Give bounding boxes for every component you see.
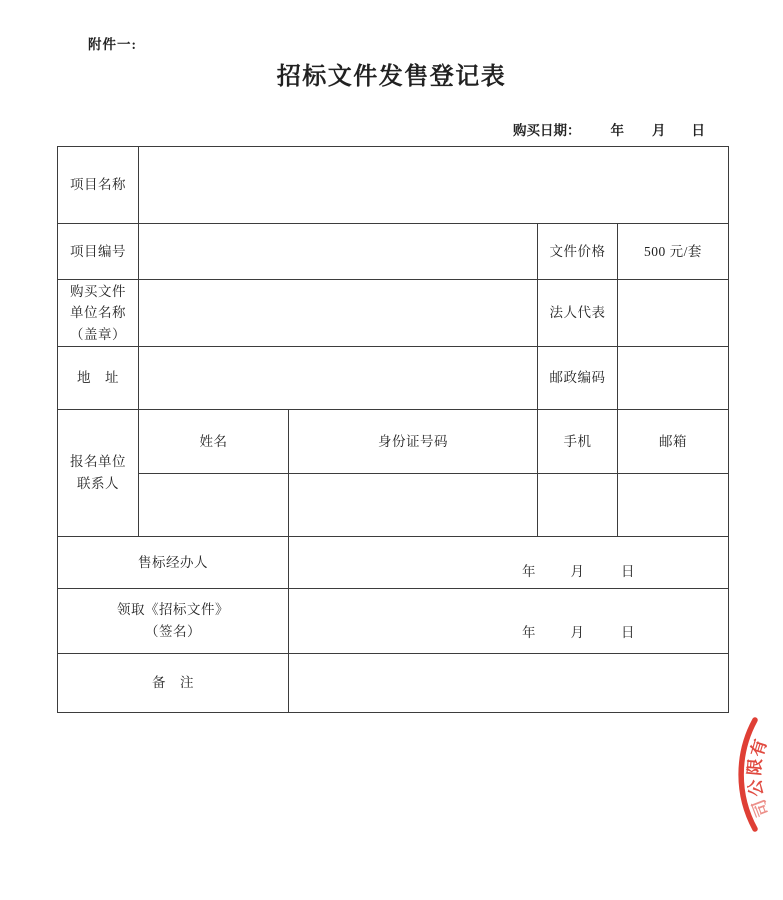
receive-sign-field [289,589,729,654]
postal-code-label: 邮政编码 [538,347,618,410]
seal-arc [741,720,755,829]
purchase-unit-label-line1: 购买文件 [70,283,126,299]
seller-sign-field [289,537,729,589]
purchase-unit-label-line3: （盖章） [70,326,126,342]
address-field [139,347,538,410]
seller-label: 售标经办人 [58,537,289,589]
project-number-field [139,224,538,280]
receive-date-month: 月 [570,625,584,641]
contact-header-id-number: 身份证号码 [289,410,538,474]
seller-date-month: 月 [570,564,584,580]
attachment-label: 附件一: [88,37,137,52]
purchase-date-day: 日 [691,123,705,138]
contact-mobile-field [538,474,618,537]
purchase-date-line [513,119,705,139]
doc-price-value: 500 元/套 [618,224,729,280]
receive-label [58,589,289,654]
purchase-unit-label [58,280,139,347]
contact-email-field [618,474,729,537]
purchase-date-year: 年 [610,123,624,138]
seal-char-4: 司 [749,796,773,820]
purchase-date-month: 月 [652,123,666,138]
seal-char-2: 限 [744,757,766,777]
contact-name-field [139,474,289,537]
page-title: 招标文件发售登记表 [276,64,507,90]
address-label: 地 址 [58,347,139,410]
remark-label: 备 注 [58,654,289,713]
legal-rep-label: 法人代表 [538,280,618,347]
legal-rep-field [618,280,729,347]
row-contact-headers [58,410,729,474]
registration-form-table [57,146,729,713]
purchase-unit-field [139,280,538,347]
project-name-label: 项目名称 [58,147,139,224]
purchase-unit-label-line2: 单位名称 [70,305,126,321]
row-project-number [58,224,729,280]
project-name-field [139,147,729,224]
postal-code-field [618,347,729,410]
row-address [58,347,729,410]
contact-label-line1: 报名单位 [70,454,126,470]
row-contact-values [58,474,729,537]
seal-char-3: 公 [745,778,767,798]
company-seal-stamp [700,700,783,840]
row-remark [58,654,729,713]
row-project-name [58,147,729,224]
seal-char-1: 有 [747,737,771,759]
contact-header-name: 姓名 [139,410,289,474]
contact-label-line2: 联系人 [77,476,119,491]
seller-date-day: 日 [621,564,635,580]
doc-price-label: 文件价格 [538,224,618,280]
row-receive [58,589,729,654]
project-number-label: 项目编号 [58,224,139,280]
purchase-date-label: 购买日期： [513,123,581,138]
seller-date-year: 年 [522,564,536,580]
remark-field [289,654,729,713]
receive-date-year: 年 [522,625,536,641]
contact-label [58,410,139,537]
row-seller [58,537,729,589]
receive-date [522,622,635,644]
receive-date-day: 日 [621,625,635,641]
receive-label-line2: （签名） [145,624,201,639]
contact-id-number-field [289,474,538,537]
receive-label-line1: 领取《招标文件》 [117,602,229,618]
contact-header-mobile: 手机 [538,410,618,474]
seller-date [522,561,635,583]
row-purchase-unit [58,280,729,347]
contact-header-email: 邮箱 [618,410,729,474]
